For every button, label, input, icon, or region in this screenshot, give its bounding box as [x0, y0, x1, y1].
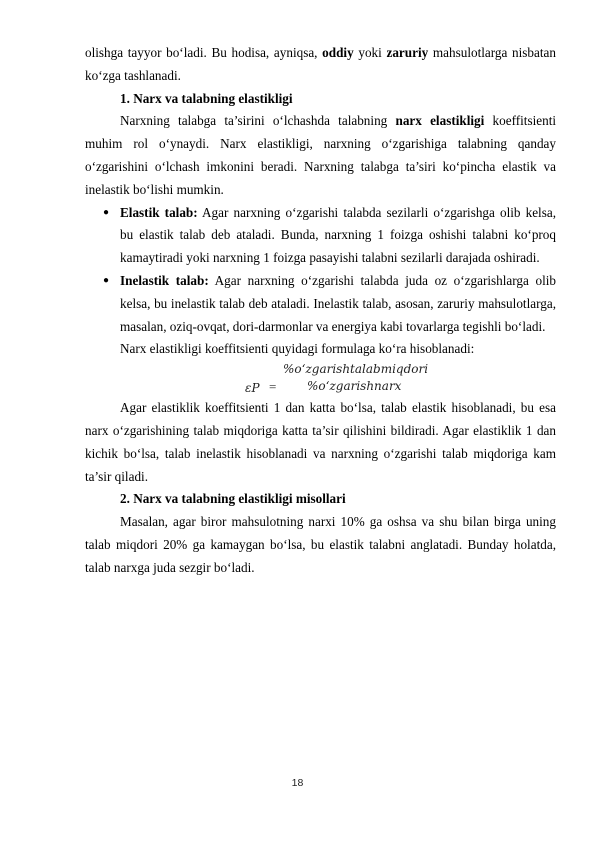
intro-text: mahsulotlarga nisbatan ko‘zga tashlanadi.	[85, 45, 556, 83]
bullet-term: Elastik talab:	[120, 204, 198, 220]
formula-numerator: %o‘zgarishtalabmiqdori	[283, 362, 429, 377]
section2-heading: 2. Narx va talabning elastikligi misollari	[120, 491, 346, 507]
page-number: 18	[291, 777, 304, 789]
list-item	[85, 202, 556, 270]
intro-text: yoki	[353, 45, 387, 60]
bullet-icon: ●	[103, 206, 110, 218]
document-page	[85, 42, 556, 580]
intro-bold-term: oddiy	[322, 45, 354, 60]
intro-bold-term: zaruriy	[386, 45, 429, 60]
formula-denominator: %o‘zgarishnarx	[307, 379, 402, 394]
formula-lhs: εP	[245, 381, 260, 396]
section2-paragraph: Masalan, agar biror mahsulotning narxi 10% ga oshsa va shu bilan birga uning talab miqdori 20% ga kamaygan bo‘lsa, bu elastik talabni anglatadi. Bunday holatda, talab narxga juda sezgir bo‘ladi.	[85, 514, 556, 575]
section1-paragraph-2: Agar elastiklik koeffitsienti 1 dan katta bo‘lsa, talab elastik hisoblanadi, bu esa narx o‘zgarishining talab miqdoriga katta ta’sir qilishini bildiradi. Agar elastiklik 1 dan kichik bo‘lsa, talab inelastik hisoblanadi va narxning o‘zgarishi talab miqdoriga kam ta’sir qiladi.	[85, 400, 556, 484]
list-item	[85, 270, 556, 338]
intro-text: olishga tayyor bo‘ladi. Bu hodisa, ayniqsa,	[85, 45, 323, 60]
bullet-text: Agar narxning o‘zgarishi talabda juda oz o‘zgarishlarga olib kelsa, bu inelastik talab deb ataladi. Inelastik talab, asosan, zaruriy mahsulotlarga, masalan, oziq-ovqat, dori-darmonlar va energiya kabi tovarlarga tegishli bo‘ladi.	[120, 272, 556, 334]
bullet-text: Agar narxning o‘zgarishi talabda sezilarli o‘zgarishga olib kelsa, bu elastik talab deb ataladi. Bunda, narxning 1 foizga oshishi talabni ko‘proq kamaytiradi yoki narxning 1 foizga pasayishi talabni sezilarli darajada oshiradi.	[120, 204, 556, 266]
formula-intro: Narx elastikligi koeffitsienti quyidagi formulaga ko‘ra hisoblanadi:	[120, 341, 475, 357]
paragraph-text: koeffitsienti muhim rol o‘ynaydi. Narx elastikligi, narxning o‘zgarishiga talabning qanday o‘zgarishini o‘lchash imkonini beradi. Narxning talabga ta’siri ko‘pincha elastik va inelastik bo‘lishi mumkin.	[85, 113, 557, 197]
section1-paragraph	[85, 110, 556, 201]
bold-term: narx elastikligi	[395, 113, 485, 129]
bullet-list	[85, 202, 556, 339]
bullet-term: Inelastik talab:	[120, 272, 209, 288]
elasticity-formula	[85, 361, 556, 397]
bullet-icon: ●	[103, 274, 110, 286]
formula-equals: =	[269, 379, 277, 395]
section1-heading: 1. Narx va talabning elastikligi	[120, 90, 293, 106]
intro-paragraph	[85, 42, 556, 88]
paragraph-text: Narxning talabga ta’sirini o‘lchashda talabning	[120, 113, 396, 129]
